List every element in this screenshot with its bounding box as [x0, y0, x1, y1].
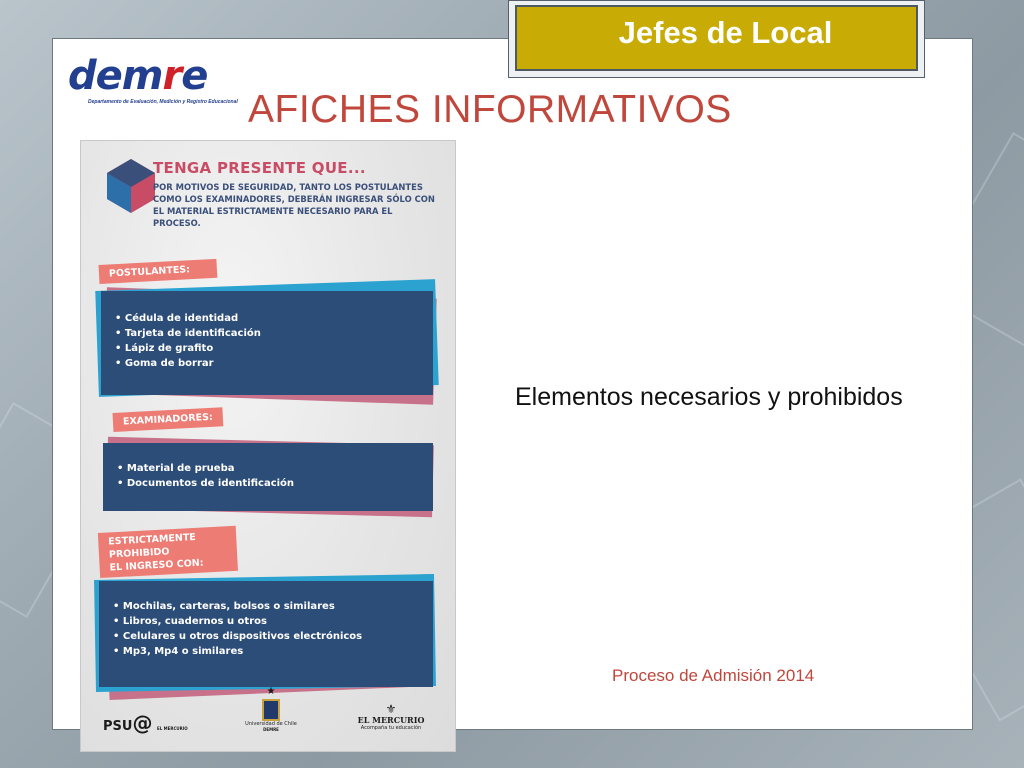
el-mercurio-label: EL MERCURIO: [357, 715, 425, 725]
list-item: • Mochilas, carteras, bolsos o similares: [113, 599, 419, 614]
demre-logo: [68, 52, 238, 112]
uchile-label: Universidad de Chile: [245, 721, 297, 727]
header-tag-label: Jefes de Local: [515, 5, 918, 71]
poster-logos: [81, 681, 455, 751]
body-text: Elementos necesarios y prohibidos: [515, 383, 903, 411]
star-icon: ★: [266, 686, 276, 697]
poster-intro: POR MOTIVOS DE SEGURIDAD, TANTO LOS POSTULANTES COMO LOS EXAMINADORES, DEBERÁN INGRESAR SÓLO CON EL MATERIAL ESTRICTAMENTE NECESARIO PARA EL PROCESO.: [153, 182, 435, 228]
panel-examinadores: [103, 443, 433, 511]
list-item: • Libros, cuadernos u otros: [113, 614, 419, 629]
ribbon-examinadores: EXAMINADORES:: [113, 407, 224, 432]
demre-logo-word: demre: [68, 53, 208, 99]
panel-prohibido: [99, 581, 433, 687]
list-item: • Goma de borrar: [115, 356, 419, 371]
ribbon-prohibido-line1: ESTRICTAMENTE PROHIBIDO: [108, 531, 197, 561]
list-item: • Lápiz de grafito: [115, 341, 419, 356]
psu-logo-at: @: [132, 711, 153, 735]
list-item: • Mp3, Mp4 o similares: [113, 644, 419, 659]
list-item: • Tarjeta de identificación: [115, 326, 419, 341]
list-item: • Material de prueba: [117, 461, 419, 476]
uchile-logo: [231, 687, 311, 732]
psu-logo-mercurio: EL MERCURIO: [156, 726, 188, 731]
shield-icon: [262, 699, 280, 721]
info-poster: [80, 140, 456, 752]
ribbon-prohibido: [98, 526, 238, 578]
psu-logo-text: PSU: [103, 719, 133, 734]
poster-heading: TENGA PRESENTE QUE...: [153, 159, 366, 177]
footer-text: Proceso de Admisión 2014: [612, 666, 815, 685]
list-item: • Documentos de identificación: [117, 476, 419, 491]
el-mercurio-logo: [341, 703, 441, 731]
el-mercurio-tagline: Acompaña tu educación: [360, 725, 422, 731]
demre-logo-subtitle: Departamento de Evaluación, Medición y Registro Educacional: [88, 99, 238, 105]
slide-title: AFICHES INFORMATIVOS: [248, 88, 732, 131]
list-item: • Celulares u otros dispositivos electrónicos: [113, 629, 419, 644]
list-item: • Cédula de identidad: [115, 311, 419, 326]
panel-postulantes: [101, 291, 433, 395]
uchile-demre: DEMRE: [263, 727, 279, 732]
cube-icon: [101, 155, 161, 215]
psu-logo: [103, 711, 188, 735]
mercurio-icon: ⚜: [385, 702, 397, 716]
ribbon-postulantes: POSTULANTES:: [99, 259, 218, 284]
ribbon-prohibido-line2: EL INGRESO CON:: [109, 557, 204, 574]
header-tag: [508, 0, 925, 78]
